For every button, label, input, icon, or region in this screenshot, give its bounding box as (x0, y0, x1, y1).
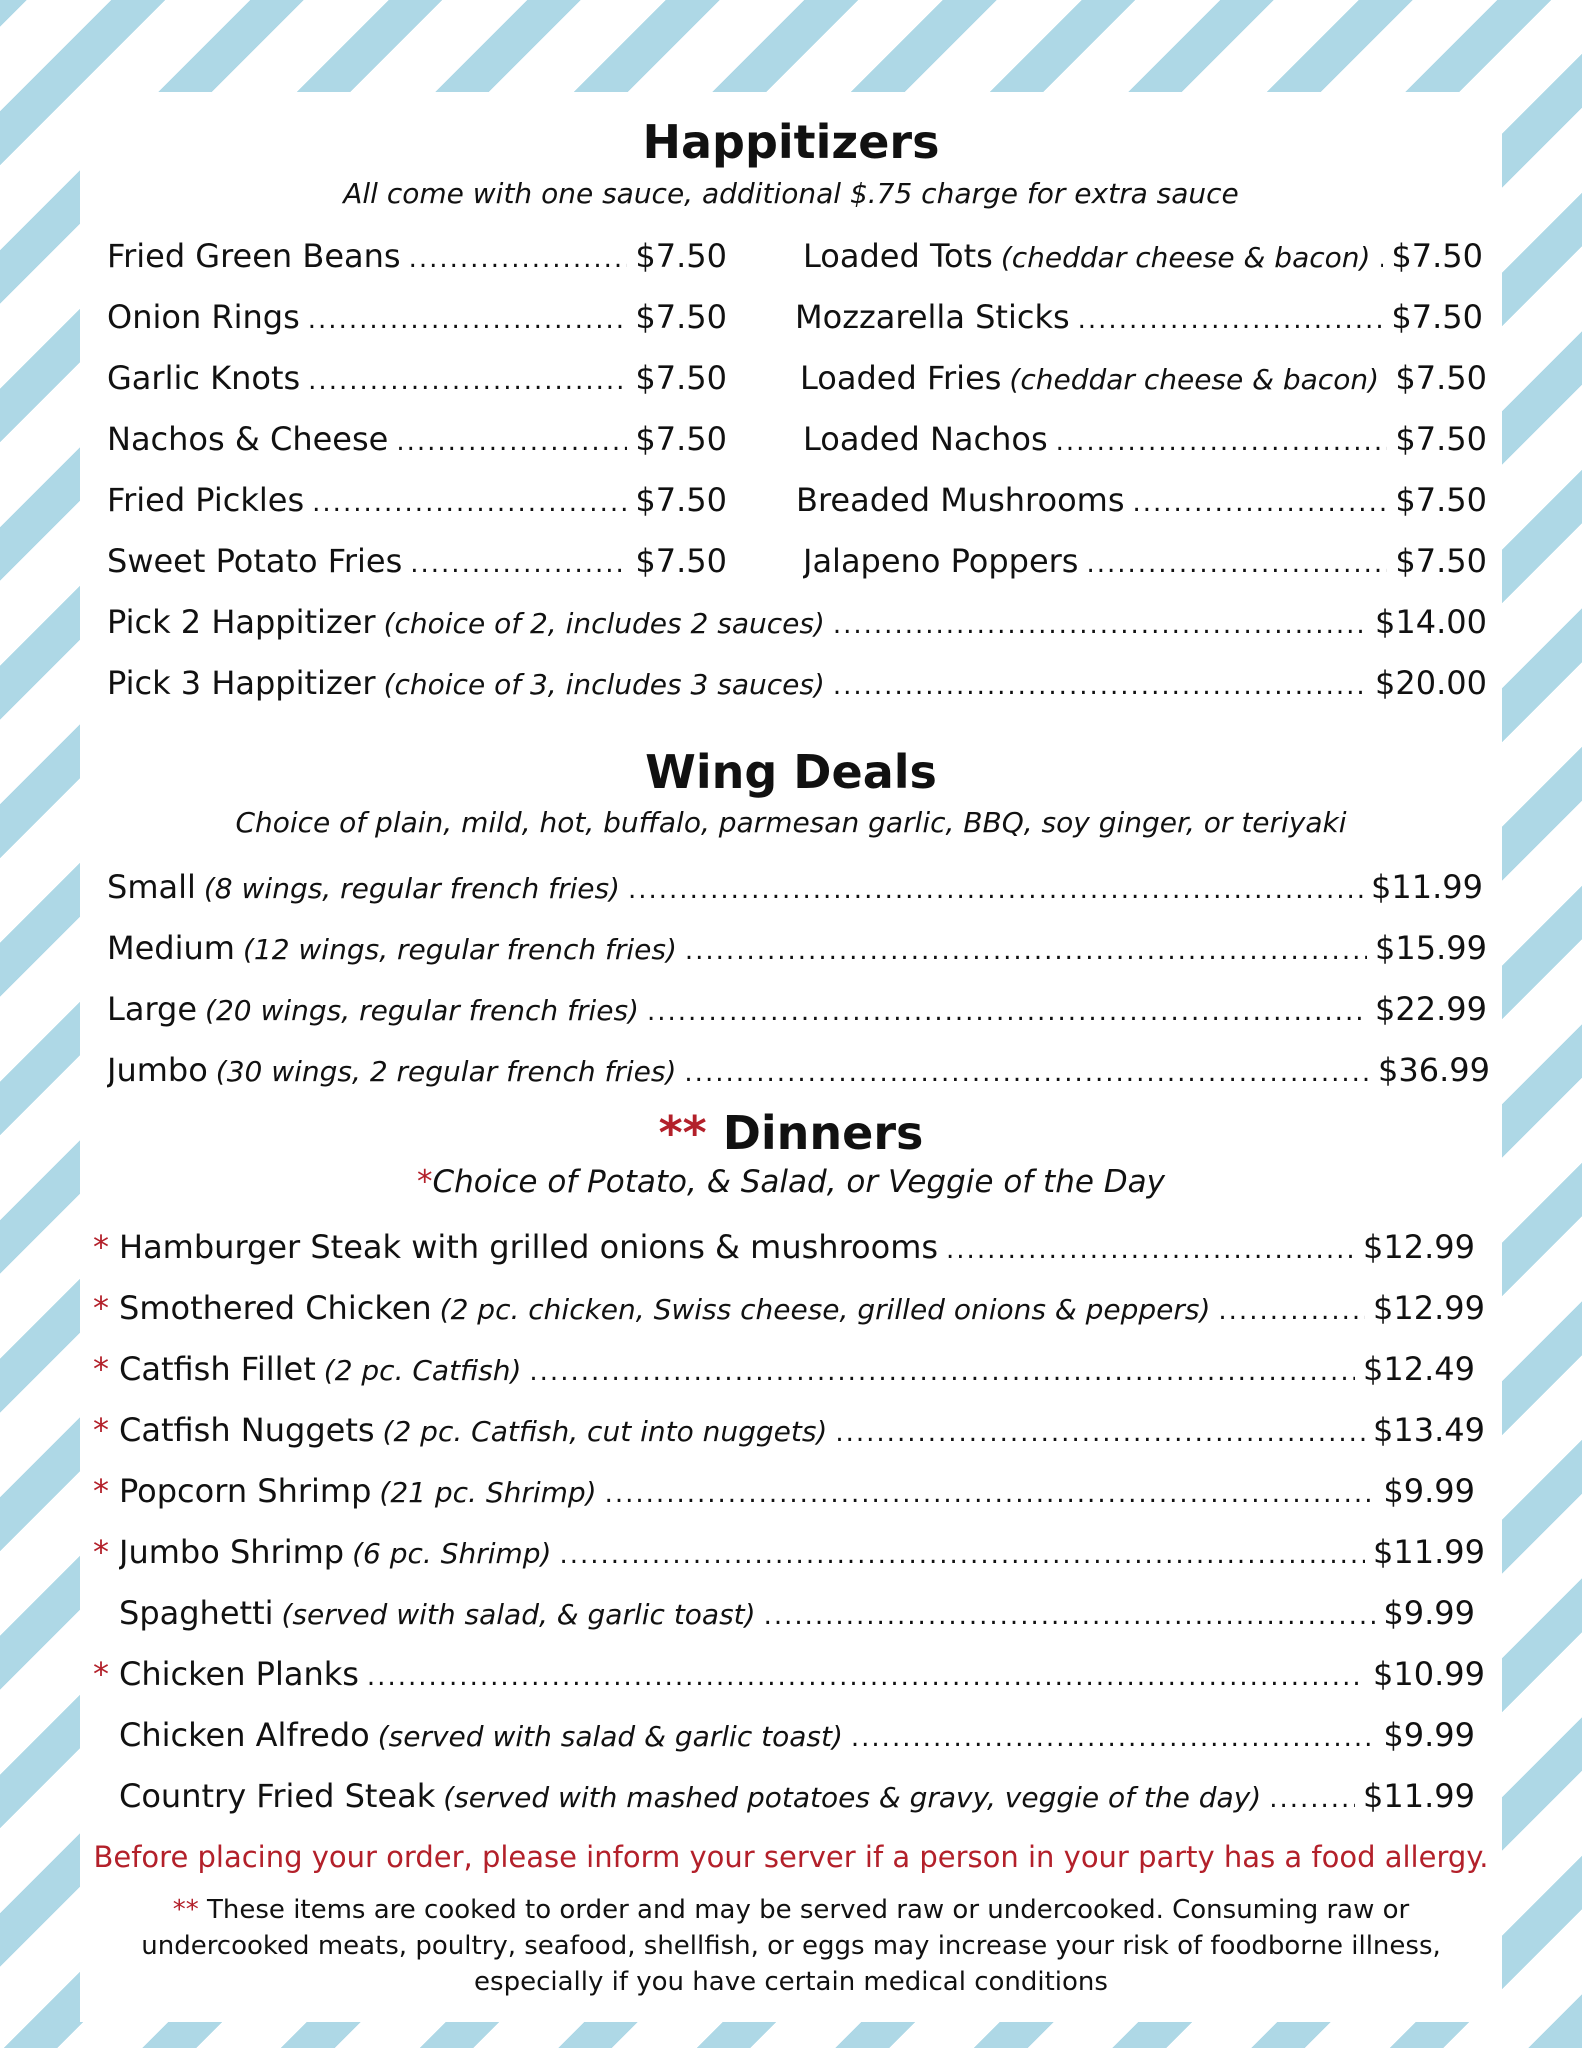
item-price: $7.50 (1391, 237, 1483, 275)
allergy-notice: Before placing your order, please inform your server if a person in your party has a food allergy. (93, 1840, 1489, 1874)
leader-dots (684, 1051, 1370, 1095)
item-price: $7.50 (1395, 359, 1487, 397)
item-name: Large (107, 990, 198, 1028)
menu-item (107, 295, 727, 342)
menu-item (803, 234, 1483, 281)
leader-dots (1078, 298, 1384, 342)
item-price: $7.50 (1395, 481, 1487, 519)
item-price: $7.50 (635, 420, 727, 458)
menu-item (107, 661, 1487, 708)
menu-item (107, 1048, 1490, 1095)
asterisk-mark: * (416, 1164, 433, 1200)
item-name: Medium (107, 929, 235, 967)
item-description: (20 wings, regular french fries) (205, 994, 639, 1027)
menu-item (107, 600, 1487, 647)
item-price: $7.50 (1391, 298, 1483, 336)
happitizers-title: Happitizers (642, 115, 940, 169)
raw-food-notice (120, 1892, 1462, 2000)
menu-item (119, 1286, 1485, 1333)
item-price: $9.99 (1383, 1716, 1475, 1754)
asterisk-mark: * (93, 1289, 109, 1327)
item-price: $7.50 (635, 359, 727, 397)
menu-item (119, 1530, 1485, 1577)
item-description: (choice of 3, includes 3 sauces) (383, 668, 825, 701)
menu-item (803, 417, 1487, 464)
item-name: Garlic Knots (107, 359, 301, 397)
item-price: $20.00 (1375, 664, 1487, 702)
leader-dots (312, 481, 627, 525)
item-name: Nachos & Cheese (107, 420, 389, 458)
raw-food-notice-text: These items are cooked to order and may be served raw or undercooked. Consuming raw or undercooked meats, poultry, seafood, shellfish, or eggs may increase your risk of foodborne illness, especially if you have certain medical conditions (141, 1895, 1441, 1997)
item-price: $12.49 (1363, 1350, 1475, 1388)
wing-deals-title: Wing Deals (645, 745, 937, 799)
item-price: $12.99 (1363, 1228, 1475, 1266)
leader-dots (647, 990, 1367, 1034)
menu-item (803, 539, 1487, 586)
item-price: $7.50 (635, 542, 727, 580)
dinners-title (80, 1105, 1502, 1161)
menu-item (119, 1713, 1475, 1760)
leader-dots (835, 1411, 1365, 1455)
item-description: (cheddar cheese & bacon) (1000, 241, 1371, 274)
item-name: Fried Green Beans (107, 237, 401, 275)
menu-item (795, 295, 1483, 342)
item-name: Fried Pickles (107, 481, 305, 519)
item-name: Jumbo (107, 1051, 208, 1089)
leader-dots (308, 298, 628, 342)
item-name: Chicken Alfredo (119, 1716, 370, 1754)
item-name: Small (107, 868, 196, 906)
dinners-subtitle (80, 1162, 1502, 1202)
item-name: Loaded Tots (803, 237, 993, 275)
asterisk-mark: * (93, 1350, 109, 1388)
menu-item (107, 926, 1487, 973)
item-description: (2 pc. chicken, Swiss cheese, grilled onions & peppers) (439, 1293, 1211, 1326)
item-name: Country Fried Steak (119, 1777, 436, 1815)
dinners-title-text: Dinners (722, 1106, 924, 1160)
leader-dots (409, 237, 628, 281)
item-name: Pick 3 Happitizer (107, 664, 376, 702)
menu-item (119, 1652, 1485, 1699)
item-name: Loaded Fries (800, 359, 1002, 397)
leader-dots (1086, 542, 1387, 586)
menu-item (119, 1225, 1475, 1272)
item-description: (30 wings, 2 regular french fries) (215, 1055, 677, 1088)
item-name: Chicken Planks (119, 1655, 359, 1693)
menu-item (800, 356, 1487, 403)
item-price: $7.50 (1395, 542, 1487, 580)
item-price: $10.99 (1373, 1655, 1485, 1693)
double-asterisk-mark: ** (658, 1106, 707, 1160)
menu-item (107, 539, 727, 586)
item-price: $11.99 (1373, 1533, 1485, 1571)
item-name: Spaghetti (119, 1594, 274, 1632)
item-description: (12 wings, regular french fries) (242, 933, 677, 966)
menu-item (796, 478, 1487, 525)
menu-sheet (80, 92, 1502, 2022)
item-name: Mozzarella Sticks (795, 298, 1070, 336)
leader-dots (628, 868, 1363, 912)
item-description: (served with salad & garlic toast) (377, 1720, 843, 1753)
item-price: $9.99 (1383, 1594, 1475, 1632)
leader-dots (605, 1472, 1376, 1516)
item-name: Hamburger Steak with grilled onions & mushrooms (119, 1228, 939, 1266)
item-price: $22.99 (1375, 990, 1487, 1028)
leader-dots (1269, 1777, 1355, 1821)
asterisk-mark: * (93, 1655, 109, 1693)
wing-deals-subtitle: Choice of plain, mild, hot, buffalo, parmesan garlic, BBQ, soy ginger, or teriyaki (235, 806, 1347, 839)
item-price: $12.99 (1373, 1289, 1485, 1327)
leader-dots (308, 359, 627, 403)
menu-item (119, 1408, 1485, 1455)
item-price: $36.99 (1378, 1051, 1490, 1089)
leader-dots (685, 929, 1367, 973)
item-description: (21 pc. Shrimp) (379, 1476, 597, 1509)
item-name: Catfish Nuggets (119, 1411, 375, 1449)
menu-item (107, 234, 727, 281)
item-price: $13.49 (1373, 1411, 1485, 1449)
leader-dots (833, 664, 1367, 708)
menu-item (107, 478, 727, 525)
menu-item (119, 1591, 1475, 1638)
leader-dots (1132, 481, 1387, 525)
menu-item (119, 1774, 1475, 1821)
item-price: $7.50 (635, 237, 727, 275)
menu-item (119, 1469, 1475, 1516)
item-description: (cheddar cheese & bacon) (1009, 363, 1379, 396)
leader-dots (764, 1594, 1376, 1638)
leader-dots (1378, 237, 1383, 281)
item-name: Jumbo Shrimp (119, 1533, 345, 1571)
leader-dots (851, 1716, 1376, 1760)
item-price: $15.99 (1375, 929, 1487, 967)
menu-item (107, 356, 727, 403)
item-price: $14.00 (1375, 603, 1487, 641)
item-description: (served with mashed potatoes & gravy, veggie of the day) (443, 1781, 1262, 1814)
item-name: Jalapeno Poppers (803, 542, 1079, 580)
dinners-subtitle-text: Choice of Potato, & Salad, or Veggie of the Day (432, 1164, 1165, 1200)
item-name: Popcorn Shrimp (119, 1472, 372, 1510)
item-price: $7.50 (1395, 420, 1487, 458)
item-description: (2 pc. Catfish, cut into nuggets) (382, 1415, 828, 1448)
item-description: (2 pc. Catfish) (323, 1354, 522, 1387)
item-name: Pick 2 Happitizer (107, 603, 376, 641)
double-asterisk-mark: ** (172, 1895, 199, 1925)
item-price: $11.99 (1363, 1777, 1475, 1815)
item-description: (choice of 2, includes 2 sauces) (383, 607, 825, 640)
item-name: Sweet Potato Fries (107, 542, 403, 580)
asterisk-mark: * (93, 1472, 109, 1510)
leader-dots (396, 420, 627, 464)
leader-dots (946, 1228, 1355, 1272)
leader-dots (1056, 420, 1388, 464)
item-name: Breaded Mushrooms (796, 481, 1125, 519)
menu-item (119, 1347, 1475, 1394)
item-name: Loaded Nachos (803, 420, 1048, 458)
item-description: (6 pc. Shrimp) (352, 1537, 552, 1570)
item-price: $7.50 (635, 298, 727, 336)
menu-item (107, 987, 1487, 1034)
item-description: (served with salad, & garlic toast) (281, 1598, 756, 1631)
leader-dots (529, 1350, 1355, 1394)
asterisk-mark: * (93, 1533, 109, 1571)
item-price: $11.99 (1371, 868, 1483, 906)
leader-dots (367, 1655, 1365, 1699)
item-name: Onion Rings (107, 298, 300, 336)
item-name: Catfish Fillet (119, 1350, 316, 1388)
item-description: (8 wings, regular french fries) (203, 872, 620, 905)
leader-dots (410, 542, 627, 586)
leader-dots (559, 1533, 1365, 1577)
leader-dots (1218, 1289, 1365, 1333)
item-price: $9.99 (1383, 1472, 1475, 1510)
leader-dots (833, 603, 1367, 647)
item-name: Smothered Chicken (119, 1289, 432, 1327)
asterisk-mark: * (93, 1228, 109, 1266)
happitizers-subtitle: All come with one sauce, additional $.75 charge for extra sauce (343, 177, 1239, 210)
menu-item (107, 865, 1483, 912)
asterisk-mark: * (93, 1411, 109, 1449)
item-price: $7.50 (635, 481, 727, 519)
menu-item (107, 417, 727, 464)
